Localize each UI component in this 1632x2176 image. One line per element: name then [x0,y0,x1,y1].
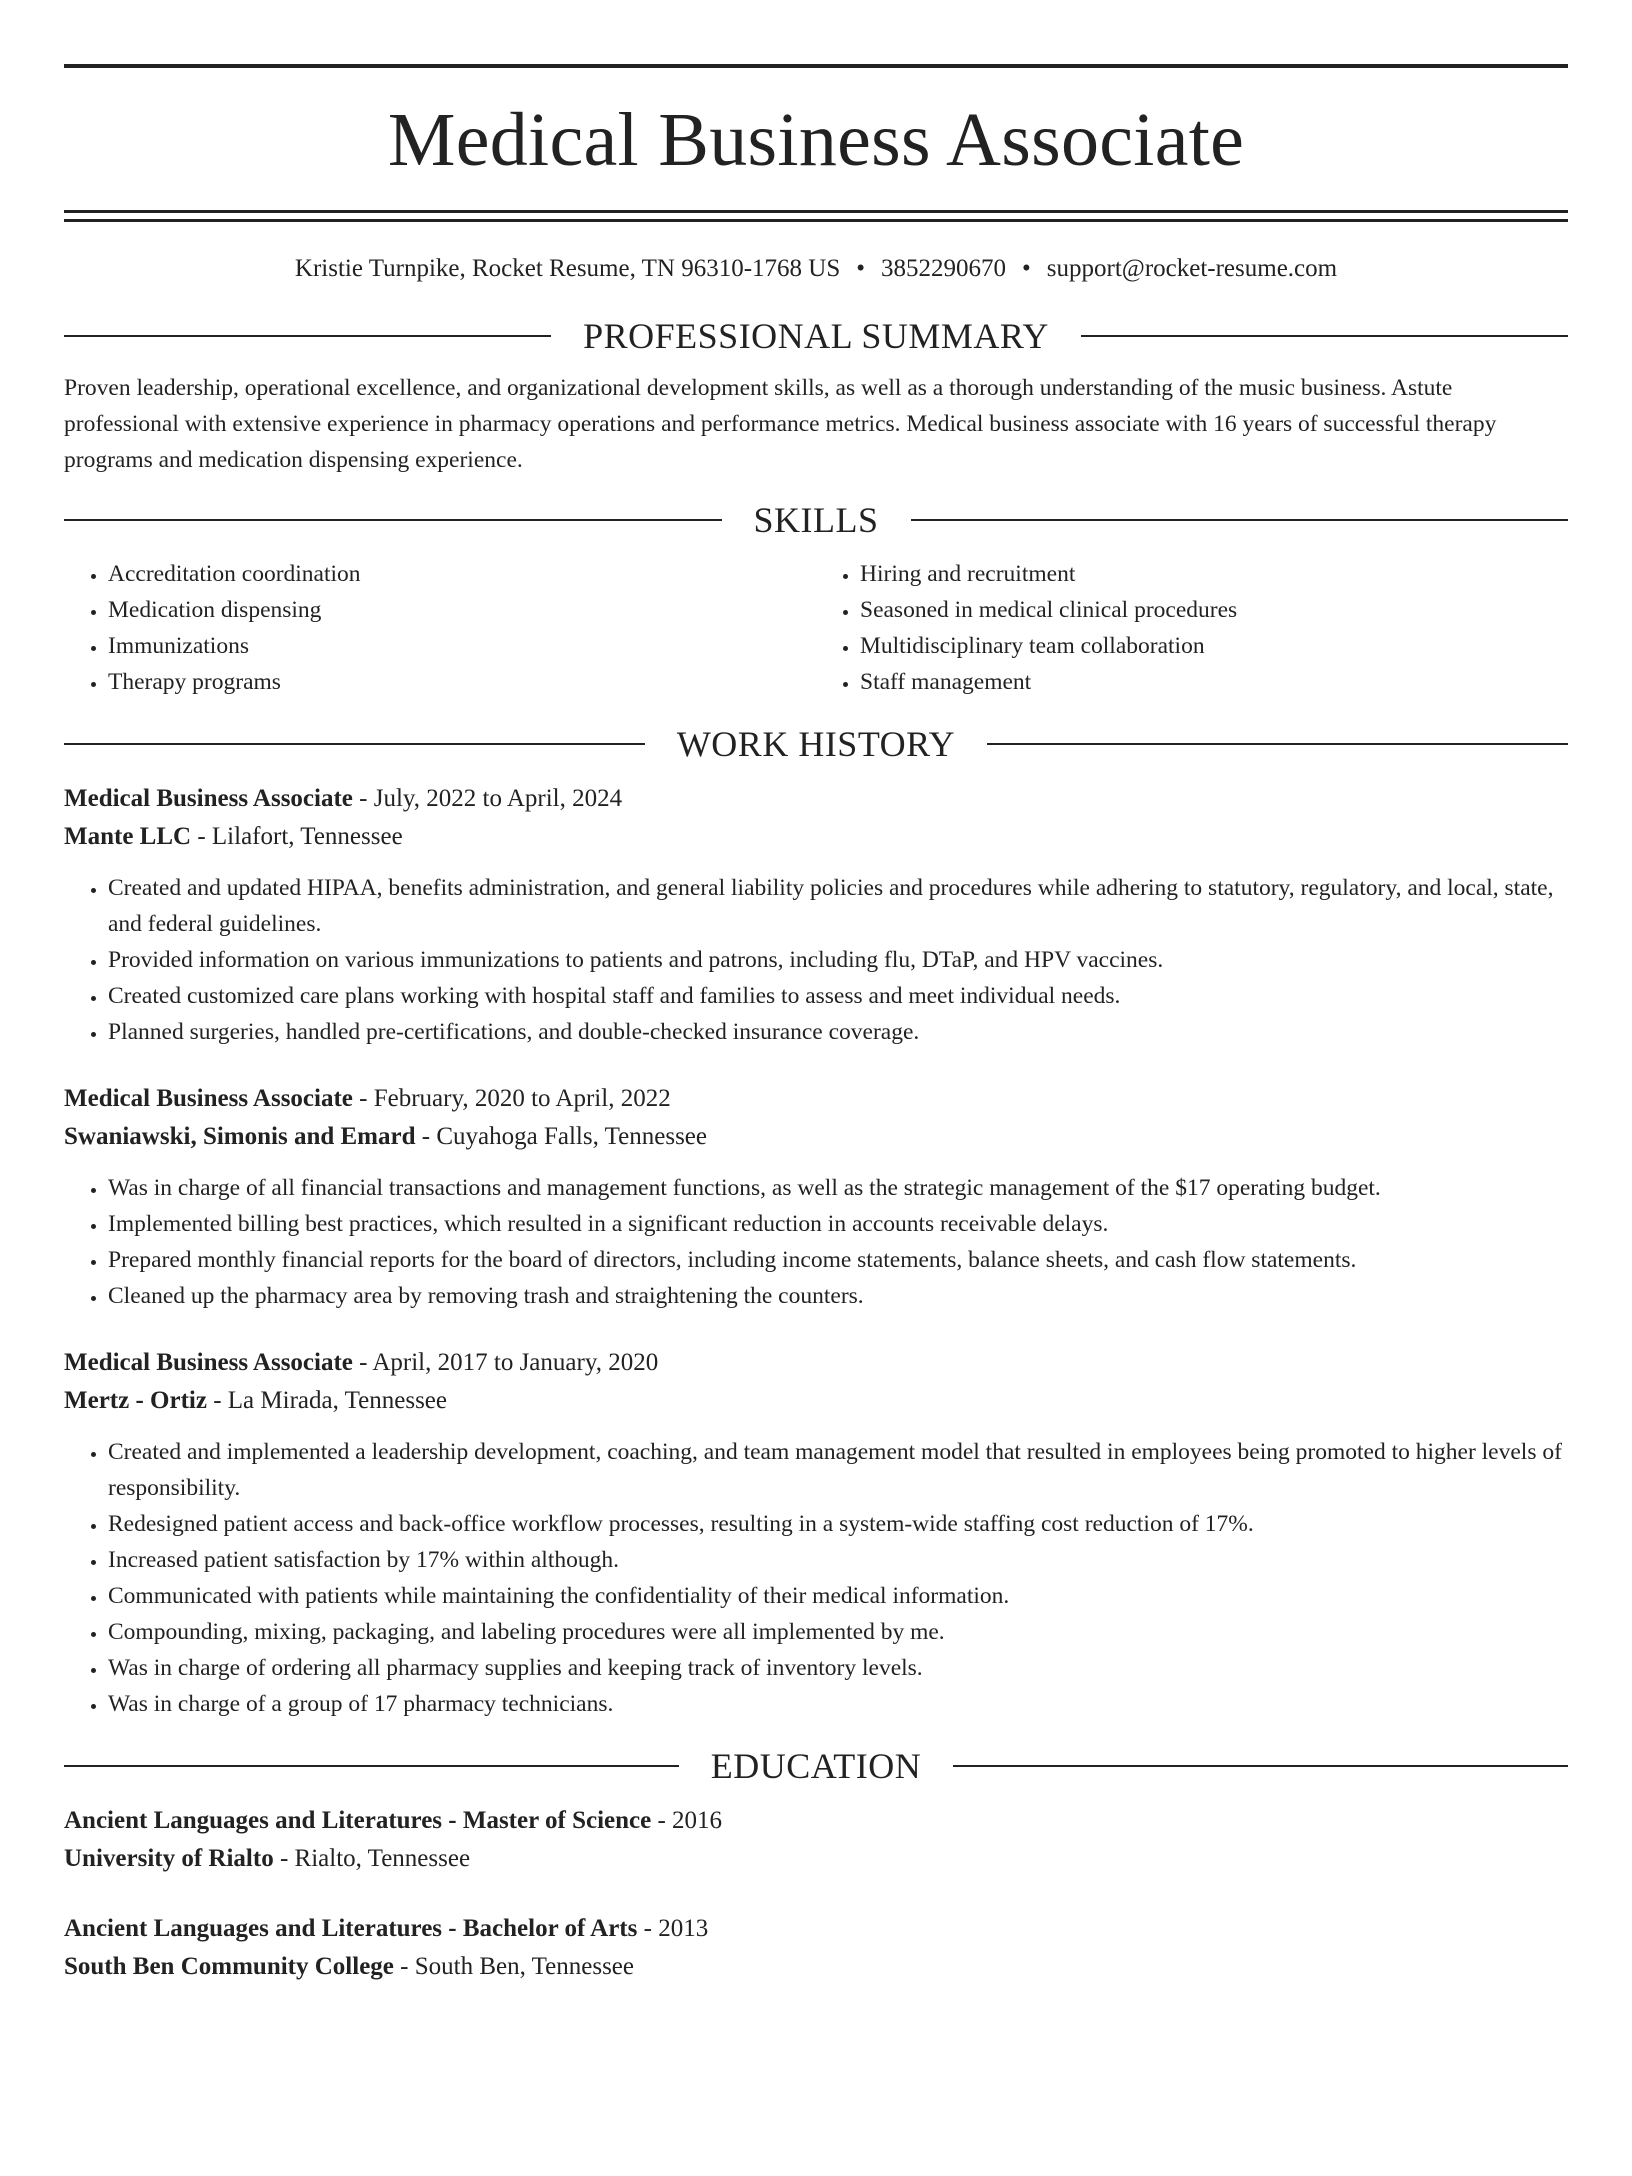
skills-column-right [816,556,1568,700]
job-dates: - April, 2017 to January, 2020 [352,1349,659,1376]
job-heading [64,1080,1568,1118]
education-location: - Rialto, Tennessee [273,1845,471,1872]
contact-separator: • [856,255,866,282]
section-title: PROFESSIONAL SUMMARY [583,316,1049,356]
section-header-education [64,1744,1568,1788]
job-bullet: • Was in charge of all financial transactions and management functions, as well as the strategic management of the $17 operating budget. [108,1170,1568,1206]
job-employer [64,1382,1568,1420]
job-title: Medical Business Associate [64,785,353,812]
education-entry [64,1910,1568,1986]
education-institution [64,1948,1568,1986]
job-company: Swaniawski, Simonis and Emard [64,1123,416,1150]
education-year: - 2016 [651,1807,723,1834]
job-title: Medical Business Associate [64,1349,353,1376]
education-school: University of Rialto [64,1845,274,1872]
education-heading [64,1802,1568,1840]
skill-item: • Accreditation coordination [108,556,816,592]
section-rule [64,519,722,521]
summary-text: Proven leadership, operational excellence, and organizational development skills, as well as a thorough understanding of the music business. Astute professional with extensive experience in pharmacy operations and performance metrics. Medical business associate with 16 years of successful therapy programs and medication dispensing experience. [64,375,1497,473]
section-rule [64,743,645,745]
job-entry [64,1080,1568,1314]
section-header-skills [64,498,1568,542]
education-institution [64,1840,1568,1878]
job-bullet: • Created and updated HIPAA, benefits administration, and general liability policies and procedures while adhering to statutory, regulatory, and local, state, and federal guidelines. [108,870,1568,942]
skills-column-left [64,556,816,700]
skill-item: • Staff management [860,664,1568,700]
contact-separator: • [1022,255,1031,282]
skill-item: • Immunizations [108,628,816,664]
job-location: - La Mirada, Tennessee [206,1387,448,1414]
education-degree: Ancient Languages and Literatures - Bachelor of Arts [64,1915,638,1942]
education-heading [64,1910,1568,1948]
job-title: Medical Business Associate [64,1085,353,1112]
section-header-summary [64,314,1568,358]
job-bullet: • Cleaned up the pharmacy area by removing trash and straightening the counters. [108,1278,1568,1314]
job-bullet: • Increased patient satisfaction by 17% within although. [108,1542,1568,1578]
job-entry [64,1344,1568,1722]
skill-item: • Hiring and recruitment [860,556,1568,592]
job-company: Mante LLC [64,823,192,850]
job-location: - Cuyahoga Falls, Tennessee [415,1123,707,1150]
job-bullet: • Redesigned patient access and back-office workflow processes, resulting in a system-wide staffing cost reduction of 17%. [108,1506,1568,1542]
education-entry [64,1802,1568,1878]
job-company: Mertz - Ortiz [64,1387,207,1414]
skills-list [64,556,1568,700]
resume-title: Medical Business Associate [387,98,1245,182]
section-header-work [64,722,1568,766]
job-employer [64,818,1568,856]
contact-phone: 3852290670 [881,255,1007,282]
section-rule [64,335,551,337]
skill-item: • Multidisciplinary team collaboration [860,628,1568,664]
skill-item: • Medication dispensing [108,592,816,628]
job-bullet: • Planned surgeries, handled pre-certifications, and double-checked insurance coverage. [108,1014,1568,1050]
section-rule [64,1765,679,1767]
double-rule [64,210,1568,222]
section-title: EDUCATION [710,1746,922,1786]
skill-item: • Therapy programs [108,664,816,700]
section-rule [911,519,1569,521]
job-bullets [64,1434,1568,1722]
job-entry [64,780,1568,1050]
job-bullet: • Created customized care plans working with hospital staff and families to assess and meet individual needs. [108,978,1568,1014]
section-rule [1081,335,1568,337]
section-title: SKILLS [753,500,879,540]
contact-address: Kristie Turnpike, Rocket Resume, TN 96310-1768 US [294,255,841,282]
job-bullet: • Was in charge of ordering all pharmacy supplies and keeping track of inventory levels. [108,1650,1568,1686]
job-bullet: • Created and implemented a leadership development, coaching, and team management model that resulted in employees being promoted to higher levels of responsibility. [108,1434,1568,1506]
job-location: - Lilafort, Tennessee [191,823,403,850]
skill-item: • Seasoned in medical clinical procedures [860,592,1568,628]
section-title: WORK HISTORY [676,724,956,764]
job-heading [64,1344,1568,1382]
education-location: - South Ben, Tennessee [393,1953,635,1980]
section-rule [987,743,1568,745]
section-rule [953,1765,1568,1767]
job-dates: - February, 2020 to April, 2022 [352,1085,671,1112]
resume-page [0,64,1632,2176]
job-bullet: • Provided information on various immunizations to patients and patrons, including flu, DTaP, and HPV vaccines. [108,942,1568,978]
job-dates: - July, 2022 to April, 2024 [352,785,623,812]
job-bullet: • Was in charge of a group of 17 pharmacy technicians. [108,1686,1568,1722]
job-bullets [64,1170,1568,1314]
education-degree: Ancient Languages and Literatures - Master of Science [64,1807,652,1834]
job-bullet: • Prepared monthly financial reports for the board of directors, including income statements, balance sheets, and cash flow statements. [108,1242,1568,1278]
job-bullets [64,870,1568,1050]
job-bullet: • Communicated with patients while maintaining the confidentiality of their medical information. [108,1578,1568,1614]
education-school: South Ben Community College [64,1953,394,1980]
education-year: - 2013 [637,1915,709,1942]
job-bullet: • Implemented billing best practices, which resulted in a significant reduction in accounts receivable delays. [108,1206,1568,1242]
contact-line [64,254,1568,284]
top-rule [64,64,1568,68]
job-heading [64,780,1568,818]
job-employer [64,1118,1568,1156]
contact-email: support@rocket-resume.com [1046,255,1338,282]
job-bullet: • Compounding, mixing, packaging, and labeling procedures were all implemented by me. [108,1614,1568,1650]
